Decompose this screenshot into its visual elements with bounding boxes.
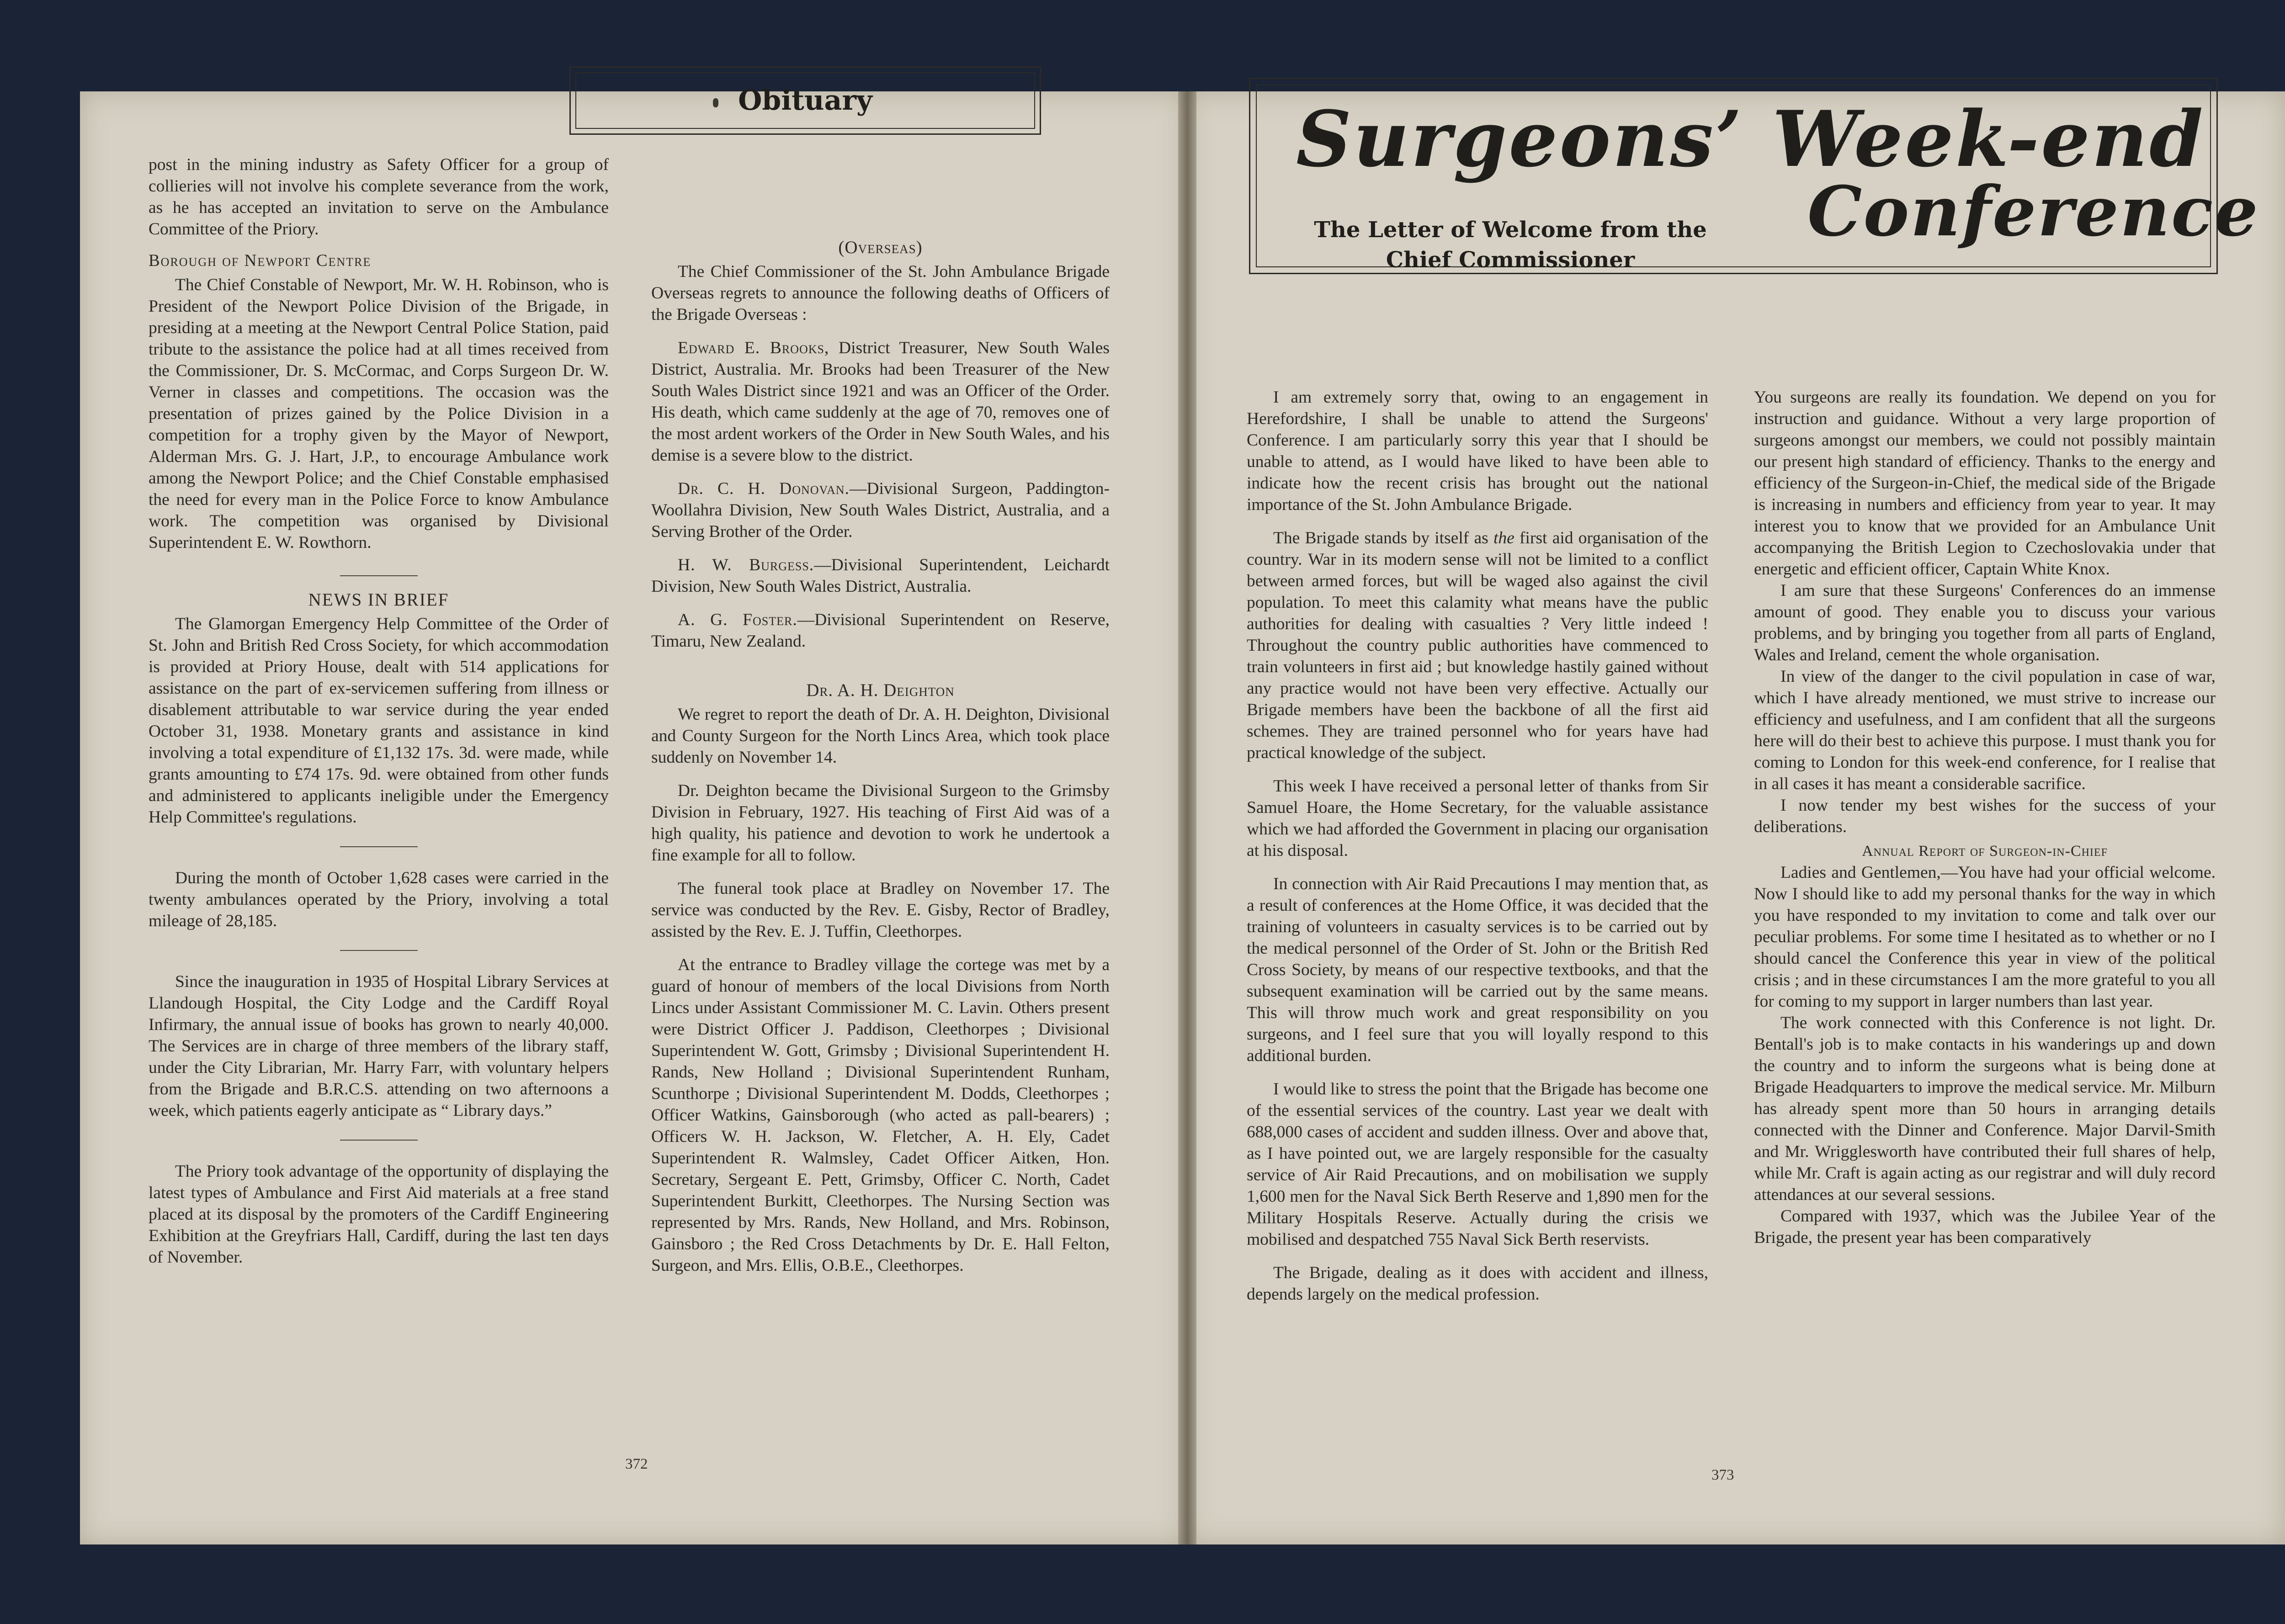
book-spine	[1178, 91, 1196, 1544]
obituary-name: Edward E. Brooks,	[678, 339, 829, 357]
obituary-title-box	[569, 66, 1041, 135]
obituary-name: Dr. C. H. Donovan.	[678, 479, 850, 498]
newport-paragraph: The Chief Constable of Newport, Mr. W. H. Robinson, who is President of the Newport Police Division of the Brigade, in presiding at a meeting at the Newport Central Police Station, paid tribute to the assistance the police had at all times received from the Commissioner, Dr. S. McCormac, and Corps Surgeon Dr. W. Verner in classes and competitions. The occasion was the presentation of prizes gained by the Police Division in a competition for a trophy given by the Mayor of Newport, Alderman Mrs. G. J. Hart, J.P., to encourage Ambulance work among the Newport Police; and the Chief Constable emphasised the need for every man in the Police Force to know Ambulance work. The competition was organised by Divisional Superintendent E. W. Rowthorn.	[149, 276, 609, 552]
obituary-foster: A. G. Foster.—Divisional Superintendent on Reserve, Timaru, New Zealand.	[651, 610, 1110, 651]
deighton-paragraph: Dr. Deighton became the Divisional Surgeon to the Grimsby Division in February, 1927. His teaching of First Aid was of a high quality, his patience and devotion to work he undertook a fine example for all to follow.	[651, 781, 1110, 865]
letter-paragraph: The Brigade, dealing as it does with accident and illness, depends largely on the medical profession.	[1247, 1263, 1708, 1304]
report-paragraph: Ladies and Gentlemen,—You have had your official welcome. Now I should like to add my personal thanks for the way in which you have responded to my invitation to come and talk over our peculiar problems. For some time I hesitated as to whether or no I should cancel the Conference this year in view of the political crisis ; and in these circumstances I am the more grateful to you all for coming to my support in larger numbers than last year.	[1754, 863, 2216, 1011]
obituary-title: Obituary	[575, 72, 1035, 129]
letter-paragraph: In view of the danger to the civil population in case of war, which I have already mentioned, we must strive to increase our efficiency and usefulness, and I am confident that all the surgeons here will do their best to achieve this purpose. I must thank you for coming to London for this week-end conference, for I realise that in all cases it has meant a considerable sacrifice.	[1754, 667, 2216, 793]
deighton-paragraph: We regret to report the death of Dr. A. H. Deighton, Divisional and County Surgeon for the North Lincs Area, which took place suddenly on November 14.	[651, 705, 1110, 767]
obituary-brooks: Edward E. Brooks, District Treasurer, New South Wales District, Australia. Mr. Brooks had been Treasurer of the New South Wales District since 1921 and was an Officer of the Order. His death, which came suddenly at the age of 70, removes one of the most ardent workers of the Order in New South Wales, and his demise is a severe blow to the district.	[651, 339, 1110, 465]
report-paragraph: The work connected with this Conference is not light. Dr. Bentall's job is to make contacts in his wanderings up and down the country and to inform the surgeons what is being done at Brigade Headquarters to improve the medical service. Mr. Milburn has already spent more than 50 hours in arranging details connected with the Dinner and Conference. Major Darvil-Smith and Mr. Wrigglesworth have contributed their full shares of help, while Mr. Craft is again acting as our registrar and will duly record attendances at our several sessions.	[1754, 1014, 2216, 1204]
overseas-heading: (Overseas)	[838, 238, 923, 257]
letter-paragraph: I would like to stress the point that the Brigade has become one of the essential services of the country. Last year we dealt with 688,000 cases of accident and sudden illness. Over and above that, as I have pointed out, we are largely responsible for the casualty service of Air Raid Precautions, and on mobilisation we supply 1,600 men for the Naval Sick Berth Reserve and 1,890 men for the Military Hospitals Reserve. Actually during the crisis we mobilised and despatched 755 Naval Sick Berth reservists.	[1247, 1080, 1708, 1249]
article-title-line-2: Conference	[1807, 171, 2259, 252]
obituary-name: H. W. Burgess.	[678, 556, 814, 574]
deighton-paragraph: The funeral took place at Bradley on November 17. The service was conducted by the Rev. E. Gisby, Rector of Bradley, assisted by the Rev. E. J. Tuffin, Cleethorpes.	[651, 879, 1110, 941]
obituary-name: A. G. Foster.	[678, 610, 797, 629]
section-rule	[340, 575, 418, 576]
section-rule	[340, 846, 418, 847]
letter-paragraph: I am sure that these Surgeons' Conferences do an immense amount of good. They enable you to discuss your various problems, and by bringing you together from all parts of England, Wales and Ireland, cement the whole organisation.	[1754, 581, 2216, 664]
overseas-intro: The Chief Commissioner of the St. John Ambulance Brigade Overseas regrets to announce the following deaths of Officers of the Brigade Overseas :	[651, 262, 1110, 324]
letter-paragraph: You surgeons are really its foundation. We depend on you for instruction and guidance. Without a very large proportion of surgeons amongst our members, we could not possibly maintain our present high standard of efficiency. Thanks to the energy and efficiency of the Surgeon-in-Chief, the medical side of the Brigade is increasing in numbers and efficiency from year to year. It may interest you to know that we provided for an Ambulance Unit accompanying the British Legion to Czechoslovakia under that energetic and efficient officer, Captain White Knox.	[1754, 388, 2216, 578]
left-column-1	[149, 154, 609, 1268]
obituary-burgess: H. W. Burgess.—Divisional Superintendent, Leichardt Division, New South Wales District, Australia.	[651, 556, 1110, 596]
letter-paragraph: I now tender my best wishes for the success of your deliberations.	[1754, 796, 2216, 836]
news-in-brief-heading: NEWS IN BRIEF	[308, 590, 449, 610]
deighton-heading: Dr. A. H. Deighton	[806, 680, 955, 700]
page-number-right: 373	[1711, 1467, 1734, 1483]
exhibition-paragraph: The Priory took advantage of the opportunity of displaying the latest types of Ambulance and First Aid materials at a free stand placed at its disposal by the promoters of the Cardiff Engineering Exhibition at the Greyfriars Hall, Cardiff, during the last ten days of November.	[149, 1162, 609, 1267]
letter-paragraph: The Brigade stands by itself as the first aid organisation of the country. War in its modern sense will not be limited to a conflict between armed forces, but will be waged also against the civil population. To meet this calamity what means have the public authorities for dealing with casualties ? Very little indeed ! Throughout the country public authorities have commenced to train volunteers in first aid ; but knowledge hastily gained without any practice would not have been very effective. Actually our Brigade members have been the backbone of all the first aid schemes. They are trained personnel who for years have had practical knowledge of the subject.	[1247, 529, 1709, 762]
report-paragraph: Compared with 1937, which was the Jubilee Year of the Brigade, the present year has been comparatively	[1754, 1207, 2216, 1247]
article-title-line-1: Surgeons’ Week-end	[1296, 94, 2205, 184]
newport-heading: Borough of Newport Centre	[149, 251, 372, 270]
intro-paragraph: post in the mining industry as Safety Officer for a group of collieries will not involve his complete severance from the work, as he has accepted an invitation to serve on the Ambulance Committee of the Priory.	[149, 155, 609, 239]
letter-paragraph: In connection with Air Raid Precautions I may mention that, as a result of conferences at the Home Office, it was decided that the training of volunteers in casualty services is to be carried out by the medical personnel of the Order of St. John or the British Red Cross Society, by means of our respective textbooks, and that the subsequent examination will be carried out by the same means. This will throw much work and great responsibility on you surgeons, and I feel sure that you will loyally respond to this additional burden.	[1247, 875, 1708, 1065]
glamorgan-paragraph: The Glamorgan Emergency Help Committee of the Order of St. John and British Red Cross Society, for which accommodation is provided at Priory House, dealt with 514 applications for assistance on the part of ex-servicemen suffering from illness or disablement attributable to war service during the year ended October 31, 1938. Monetary grants and assistance in kind involving a total expenditure of £1,132 17s. 3d. were made, while grants amounting to £74 17s. 9d. were obtained from other funds and administered to applicants ineligible under the Emergency Help Committee's regulations.	[149, 615, 609, 827]
obituary-donovan: Dr. C. H. Donovan.—Divisional Surgeon, Paddington-Woollahra Division, New South Wales District, Australia, and a Serving Brother of the Order.	[651, 479, 1110, 541]
right-column-1	[1247, 387, 1708, 1305]
deighton-paragraph: At the entrance to Bradley village the cortege was met by a guard of honour of members of the local Divisions from North Lincs under Assistant Commissioner M. C. Lavin. Others present were District Officer J. Paddison, Cleethorpes ; Divisional Superintendent W. Gott, Grimsby ; Divisional Superintendent H. Rands, New Holland ; Divisional Superintendent Runham, Scunthorpe ; Divisional Superintendent M. Dodds, Cleethorpes ; Officer Watkins, Gainsborough (who acted as pall-bearers) ; Officers W. H. Jackson, W. Fletcher, A. H. Ely, Cadet Superintendent R. Walmsley, Cadet Officer Aitken, Hon. Secretary, Sergeant E. Pett, Grimsby, Officer C. North, Cadet Superintendent Burkitt, Cleethorpes. The Nursing Section was represented by Mrs. Rands, New Holland, and Mrs. Robinson, Gainsboro ; the Red Cross Detachments by Dr. E. Hall Felton, Surgeon, and Mrs. Ellis, O.B.E., Cleethorpes.	[651, 955, 1110, 1275]
article-subtitle: The Letter of Welcome from the Chief Commissioner	[1314, 217, 1707, 273]
october-paragraph: During the month of October 1,628 cases were carried in the twenty ambulances operated by the Priory, involving a total mileage of 28,185.	[149, 869, 609, 930]
letter-paragraph: I am extremely sorry that, owing to an engagement in Herefordshire, I shall be unable to attend the Surgeons' Conference. I am particularly sorry this year that I should be unable to attend, as I would have liked to have been able to indicate how the recent crisis has brought out the national importance of the St. John Ambulance Brigade.	[1247, 388, 1708, 514]
page-number-left: 372	[625, 1456, 648, 1472]
section-rule	[340, 1140, 418, 1141]
left-column-2	[651, 237, 1110, 1276]
right-column-2	[1754, 387, 2216, 1248]
annual-report-heading: Annual Report of Surgeon-in-Chief	[1862, 843, 2108, 860]
section-rule	[340, 950, 418, 951]
library-paragraph: Since the inauguration in 1935 of Hospital Library Services at Llandough Hospital, the City Lodge and the Cardiff Royal Infirmary, the annual issue of books has grown to nearly 40,000. The Services are in charge of three members of the library staff, under the City Librarian, Mr. Harry Farr, with voluntary helpers from the Brigade and B.R.C.S. attending on two afternoons a week, which patients eagerly anticipate as “ Library days.”	[149, 972, 609, 1120]
letter-paragraph: This week I have received a personal letter of thanks from Sir Samuel Hoare, the Home Secretary, for the valuable assistance which we had afforded the Government in placing our organisation at his disposal.	[1247, 777, 1708, 860]
